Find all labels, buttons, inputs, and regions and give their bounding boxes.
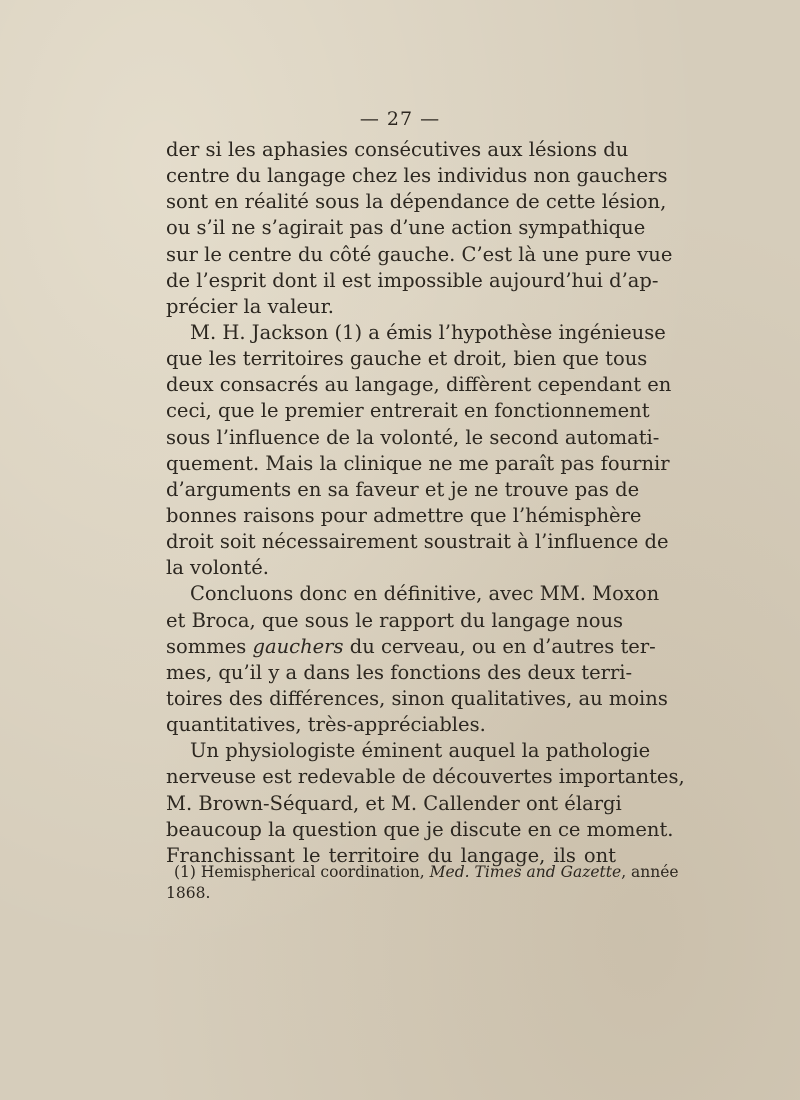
text-line: centre du langage chez les individus non gauchers (166, 164, 668, 188)
footnote-text: (1) Hemispherical coordination, (174, 863, 430, 881)
body-text (166, 137, 685, 869)
text-line: deux consacrés au langage, diffèrent cependant en (166, 373, 672, 397)
text-line (166, 634, 656, 660)
text-line: bonnes raisons pour admettre que l’hémisphère (166, 503, 642, 527)
text-line: droit soit nécessairement soustrait à l’influence de (166, 530, 669, 554)
text-line: Un physiologiste éminent auquel la pathologie (190, 739, 651, 763)
text-line: toires des différences, sinon qualitatives, au moins (166, 686, 668, 710)
text-line: mes, qu’il y a dans les fonctions des deux terri- (166, 660, 633, 684)
text-line: de l’esprit dont il est impossible aujourd’hui d’ap- (166, 268, 659, 292)
text-line: que les territoires gauche et droit, bien que tous (166, 347, 648, 371)
footnote-line: 1868. (166, 884, 211, 902)
footnote-text: , année (621, 863, 679, 881)
italic-word: gauchers (252, 634, 344, 658)
text-line: quement. Mais la clinique ne me paraît pas fournir (166, 451, 670, 475)
text-line: ceci, que le premier entrerait en fonctionnement (166, 399, 650, 423)
text-line: nerveuse est redevable de découvertes importantes, (166, 765, 685, 789)
footnote-italic: Med. Times and Gazette (429, 863, 622, 881)
text-line: der si les aphasies consécutives aux lésions du (166, 138, 629, 161)
text-line: Concluons donc en définitive, avec MM. Moxon (190, 582, 660, 606)
text-line: M. Brown-Séquard, et M. Callender ont élargi (166, 791, 622, 815)
text-line: quantitatives, très-appréciables. (166, 713, 486, 737)
text-line: d’arguments en sa faveur et je ne trouve pas de (166, 477, 640, 501)
footnote-line (166, 862, 679, 883)
text-segment: sommes (166, 634, 253, 658)
text-line: sous l’influence de la volonté, le second automati- (166, 425, 660, 449)
text-line: sur le centre du côté gauche. C’est là une pure vue (166, 242, 673, 266)
text-line: et Broca, que sous le rapport du langage nous (166, 608, 624, 632)
text-segment: du cerveau, ou en d’autres ter- (343, 634, 656, 658)
text-line: sont en réalité sous la dépendance de cette lésion, (166, 190, 667, 214)
text-line: beaucoup la question que je discute en ce moment. (166, 817, 674, 841)
text-line: M. H. Jackson (1) a émis l’hypothèse ingénieuse (190, 320, 666, 344)
page-number: — 27 — (359, 108, 441, 130)
footnote (166, 862, 679, 904)
text-line: précier la valeur. (166, 294, 334, 318)
text-line: Franchissant le territoire du langage, ils ont (166, 843, 616, 867)
text-line: ou s’il ne s’agirait pas d’une action sympathique (166, 216, 646, 240)
text-line: la volonté. (166, 556, 269, 580)
